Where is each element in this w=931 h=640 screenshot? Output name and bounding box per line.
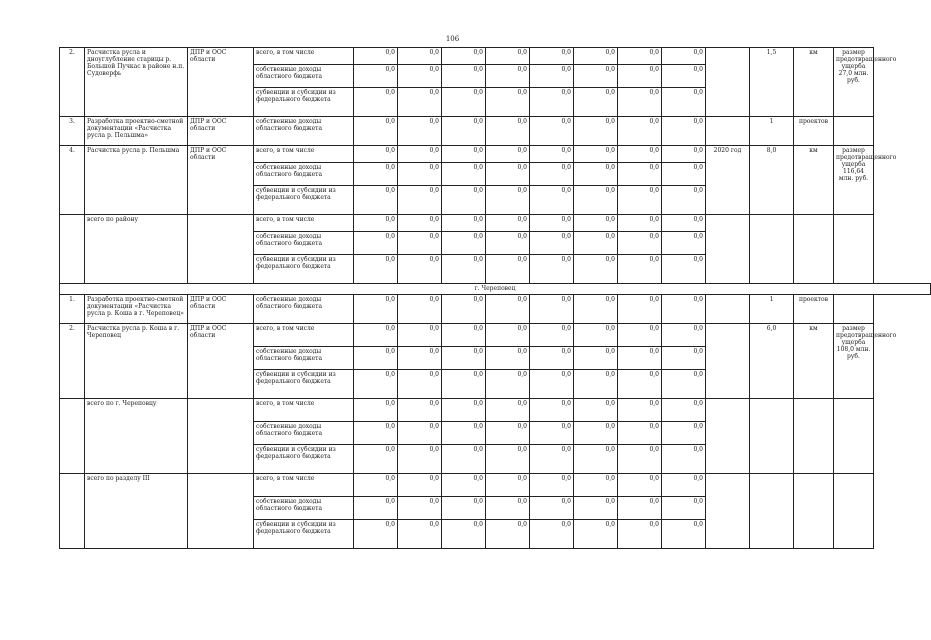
value-cell: 0,0 bbox=[574, 474, 618, 497]
value-cell: 0,0 bbox=[574, 163, 618, 186]
unit: проектов bbox=[794, 295, 834, 324]
value-cell: 0,0 bbox=[442, 186, 486, 215]
value-cell: 0,0 bbox=[442, 146, 486, 163]
value-cell: 0,0 bbox=[486, 347, 530, 370]
value-cell: 0,0 bbox=[574, 520, 618, 549]
funding-label: собственные доходы областного бюджета bbox=[254, 117, 354, 146]
value-cell: 0,0 bbox=[398, 117, 442, 146]
funding-label: субвенции и субсидии из федерального бюджета bbox=[254, 520, 354, 549]
value-cell: 0,0 bbox=[662, 422, 706, 445]
value-cell: 0,0 bbox=[354, 117, 398, 146]
value-cell: 0,0 bbox=[662, 474, 706, 497]
table-row bbox=[60, 117, 931, 146]
value-cell: 0,0 bbox=[574, 117, 618, 146]
value-cell: 0,0 bbox=[354, 232, 398, 255]
value-cell: 0,0 bbox=[398, 255, 442, 284]
value-cell: 0,0 bbox=[618, 146, 662, 163]
executor: ДПР и ООС области bbox=[188, 295, 254, 324]
value-cell: 0,0 bbox=[618, 232, 662, 255]
value-cell: 0,0 bbox=[662, 370, 706, 399]
funding-label: собственные доходы областного бюджета bbox=[254, 497, 354, 520]
value-cell: 0,0 bbox=[398, 163, 442, 186]
year-cell bbox=[706, 48, 750, 117]
value-cell: 0,0 bbox=[530, 232, 574, 255]
year-cell bbox=[706, 117, 750, 146]
value-cell: 0,0 bbox=[618, 445, 662, 474]
value-cell: 0,0 bbox=[618, 422, 662, 445]
year-cell bbox=[706, 324, 750, 399]
value-cell: 0,0 bbox=[618, 215, 662, 232]
value-cell: 0,0 bbox=[574, 347, 618, 370]
value-cell: 0,0 bbox=[530, 255, 574, 284]
value-cell: 0,0 bbox=[354, 295, 398, 324]
value-cell: 0,0 bbox=[398, 324, 442, 347]
value-cell: 0,0 bbox=[398, 445, 442, 474]
measure-name: всего по разделу III bbox=[85, 474, 188, 549]
row-number bbox=[60, 399, 85, 474]
value-cell: 0,0 bbox=[398, 370, 442, 399]
result: размер предотвращенного ущерба 108,0 млн. руб. bbox=[834, 324, 874, 399]
measure-name: Разработка проектно-сметной документации «Расчистка русла р. Пельшма» bbox=[85, 117, 188, 146]
value-cell: 0,0 bbox=[398, 215, 442, 232]
funding-label: субвенции и субсидии из федерального бюджета bbox=[254, 255, 354, 284]
value-cell: 0,0 bbox=[662, 146, 706, 163]
value-cell: 0,0 bbox=[486, 163, 530, 186]
funding-label: субвенции и субсидии из федерального бюджета bbox=[254, 88, 354, 117]
value-cell: 0,0 bbox=[354, 65, 398, 88]
value-cell: 0,0 bbox=[530, 65, 574, 88]
year-cell bbox=[706, 399, 750, 474]
year-cell: 2020 год bbox=[706, 146, 750, 215]
value-cell: 0,0 bbox=[662, 186, 706, 215]
value-cell: 0,0 bbox=[442, 370, 486, 399]
value-cell: 0,0 bbox=[486, 146, 530, 163]
measures-table bbox=[59, 47, 931, 549]
value-cell: 0,0 bbox=[486, 186, 530, 215]
unit: км bbox=[794, 146, 834, 215]
value-cell: 0,0 bbox=[486, 215, 530, 232]
value-cell: 0,0 bbox=[574, 445, 618, 474]
result bbox=[834, 474, 874, 549]
value-cell: 0,0 bbox=[574, 497, 618, 520]
value-cell: 0,0 bbox=[618, 255, 662, 284]
value-cell: 0,0 bbox=[354, 347, 398, 370]
value-cell: 0,0 bbox=[354, 370, 398, 399]
value-cell: 0,0 bbox=[354, 422, 398, 445]
value-cell: 0,0 bbox=[486, 117, 530, 146]
value-cell: 0,0 bbox=[398, 186, 442, 215]
quantity: 1 bbox=[750, 117, 794, 146]
value-cell: 0,0 bbox=[486, 399, 530, 422]
year-cell bbox=[706, 215, 750, 284]
value-cell: 0,0 bbox=[662, 232, 706, 255]
value-cell: 0,0 bbox=[442, 232, 486, 255]
value-cell: 0,0 bbox=[618, 399, 662, 422]
table-row bbox=[60, 474, 931, 497]
page-number: 106 bbox=[445, 35, 460, 43]
value-cell: 0,0 bbox=[530, 445, 574, 474]
value-cell: 0,0 bbox=[530, 146, 574, 163]
value-cell: 0,0 bbox=[574, 65, 618, 88]
value-cell: 0,0 bbox=[530, 88, 574, 117]
funding-label: всего, в том числе bbox=[254, 215, 354, 232]
value-cell: 0,0 bbox=[618, 347, 662, 370]
value-cell: 0,0 bbox=[354, 324, 398, 347]
funding-label: всего, в том числе bbox=[254, 324, 354, 347]
value-cell: 0,0 bbox=[530, 117, 574, 146]
value-cell: 0,0 bbox=[662, 324, 706, 347]
value-cell: 0,0 bbox=[530, 520, 574, 549]
value-cell: 0,0 bbox=[574, 422, 618, 445]
value-cell: 0,0 bbox=[574, 186, 618, 215]
value-cell: 0,0 bbox=[442, 445, 486, 474]
row-number: 1. bbox=[60, 295, 85, 324]
section-title: г. Череповец bbox=[60, 284, 931, 295]
value-cell: 0,0 bbox=[662, 399, 706, 422]
value-cell: 0,0 bbox=[354, 474, 398, 497]
unit bbox=[794, 399, 834, 474]
quantity bbox=[750, 399, 794, 474]
value-cell: 0,0 bbox=[574, 48, 618, 65]
value-cell: 0,0 bbox=[662, 347, 706, 370]
value-cell: 0,0 bbox=[442, 215, 486, 232]
value-cell: 0,0 bbox=[530, 399, 574, 422]
value-cell: 0,0 bbox=[398, 295, 442, 324]
value-cell: 0,0 bbox=[574, 295, 618, 324]
funding-label: всего, в том числе bbox=[254, 399, 354, 422]
value-cell: 0,0 bbox=[618, 186, 662, 215]
value-cell: 0,0 bbox=[618, 474, 662, 497]
row-number: 4. bbox=[60, 146, 85, 215]
value-cell: 0,0 bbox=[530, 474, 574, 497]
value-cell: 0,0 bbox=[486, 48, 530, 65]
value-cell: 0,0 bbox=[662, 295, 706, 324]
funding-label: собственные доходы областного бюджета bbox=[254, 422, 354, 445]
value-cell: 0,0 bbox=[662, 215, 706, 232]
value-cell: 0,0 bbox=[354, 255, 398, 284]
value-cell: 0,0 bbox=[398, 347, 442, 370]
value-cell: 0,0 bbox=[574, 255, 618, 284]
value-cell: 0,0 bbox=[486, 445, 530, 474]
value-cell: 0,0 bbox=[354, 186, 398, 215]
funding-label: собственные доходы областного бюджета bbox=[254, 347, 354, 370]
value-cell: 0,0 bbox=[574, 232, 618, 255]
value-cell: 0,0 bbox=[398, 232, 442, 255]
value-cell: 0,0 bbox=[486, 474, 530, 497]
funding-label: субвенции и субсидии из федерального бюджета bbox=[254, 445, 354, 474]
value-cell: 0,0 bbox=[530, 370, 574, 399]
value-cell: 0,0 bbox=[486, 255, 530, 284]
value-cell: 0,0 bbox=[442, 347, 486, 370]
value-cell: 0,0 bbox=[662, 255, 706, 284]
table-row bbox=[60, 215, 931, 232]
value-cell: 0,0 bbox=[530, 422, 574, 445]
value-cell: 0,0 bbox=[618, 497, 662, 520]
row-number bbox=[60, 215, 85, 284]
value-cell: 0,0 bbox=[530, 48, 574, 65]
result bbox=[834, 399, 874, 474]
unit bbox=[794, 474, 834, 549]
value-cell: 0,0 bbox=[442, 295, 486, 324]
value-cell: 0,0 bbox=[530, 324, 574, 347]
value-cell: 0,0 bbox=[662, 88, 706, 117]
value-cell: 0,0 bbox=[574, 324, 618, 347]
row-number: 2. bbox=[60, 48, 85, 117]
value-cell: 0,0 bbox=[662, 65, 706, 88]
funding-label: собственные доходы областного бюджета bbox=[254, 295, 354, 324]
value-cell: 0,0 bbox=[530, 163, 574, 186]
value-cell: 0,0 bbox=[530, 186, 574, 215]
value-cell: 0,0 bbox=[530, 347, 574, 370]
value-cell: 0,0 bbox=[486, 232, 530, 255]
funding-label: собственные доходы областного бюджета bbox=[254, 232, 354, 255]
unit: км bbox=[794, 324, 834, 399]
value-cell: 0,0 bbox=[442, 163, 486, 186]
value-cell: 0,0 bbox=[486, 520, 530, 549]
value-cell: 0,0 bbox=[486, 370, 530, 399]
value-cell: 0,0 bbox=[618, 88, 662, 117]
measure-name: Расчистка русла и дноуглубление старицы р. Большой Пучкас в районе н.п. Судоверфь bbox=[85, 48, 188, 117]
value-cell: 0,0 bbox=[618, 520, 662, 549]
value-cell: 0,0 bbox=[442, 520, 486, 549]
value-cell: 0,0 bbox=[442, 422, 486, 445]
value-cell: 0,0 bbox=[398, 48, 442, 65]
value-cell: 0,0 bbox=[354, 88, 398, 117]
value-cell: 0,0 bbox=[442, 88, 486, 117]
quantity: 6,0 bbox=[750, 324, 794, 399]
value-cell: 0,0 bbox=[398, 146, 442, 163]
executor bbox=[188, 215, 254, 284]
executor: ДПР и ООС области bbox=[188, 324, 254, 399]
value-cell: 0,0 bbox=[442, 48, 486, 65]
value-cell: 0,0 bbox=[354, 399, 398, 422]
quantity: 1 bbox=[750, 295, 794, 324]
value-cell: 0,0 bbox=[398, 65, 442, 88]
unit bbox=[794, 215, 834, 284]
executor: ДПР и ООС области bbox=[188, 117, 254, 146]
value-cell: 0,0 bbox=[618, 65, 662, 88]
table-row bbox=[60, 48, 931, 65]
funding-label: субвенции и субсидии из федерального бюджета bbox=[254, 370, 354, 399]
value-cell: 0,0 bbox=[398, 497, 442, 520]
funding-label: всего, в том числе bbox=[254, 474, 354, 497]
value-cell: 0,0 bbox=[618, 163, 662, 186]
value-cell: 0,0 bbox=[354, 163, 398, 186]
value-cell: 0,0 bbox=[486, 324, 530, 347]
measure-name: Разработка проектно-сметной документации «Расчистка русла р. Коша в г. Череповец» bbox=[85, 295, 188, 324]
value-cell: 0,0 bbox=[662, 445, 706, 474]
value-cell: 0,0 bbox=[442, 399, 486, 422]
row-number: 3. bbox=[60, 117, 85, 146]
value-cell: 0,0 bbox=[354, 497, 398, 520]
value-cell: 0,0 bbox=[486, 65, 530, 88]
result bbox=[834, 117, 874, 146]
year-cell bbox=[706, 295, 750, 324]
table-row bbox=[60, 399, 931, 422]
funding-label: субвенции и субсидии из федерального бюджета bbox=[254, 186, 354, 215]
value-cell: 0,0 bbox=[442, 324, 486, 347]
value-cell: 0,0 bbox=[530, 295, 574, 324]
value-cell: 0,0 bbox=[398, 474, 442, 497]
value-cell: 0,0 bbox=[662, 163, 706, 186]
value-cell: 0,0 bbox=[354, 520, 398, 549]
value-cell: 0,0 bbox=[618, 324, 662, 347]
value-cell: 0,0 bbox=[486, 295, 530, 324]
result: размер предотвращенного ущерба 116,64 млн. руб. bbox=[834, 146, 874, 215]
measure-name: всего по району bbox=[85, 215, 188, 284]
value-cell: 0,0 bbox=[486, 422, 530, 445]
table-row bbox=[60, 146, 931, 163]
value-cell: 0,0 bbox=[442, 117, 486, 146]
measure-name: Расчистка русла р. Пельшма bbox=[85, 146, 188, 215]
quantity bbox=[750, 474, 794, 549]
executor: ДПР и ООС области bbox=[188, 48, 254, 117]
row-number bbox=[60, 474, 85, 549]
value-cell: 0,0 bbox=[398, 399, 442, 422]
value-cell: 0,0 bbox=[398, 520, 442, 549]
quantity: 1,5 bbox=[750, 48, 794, 117]
value-cell: 0,0 bbox=[442, 497, 486, 520]
value-cell: 0,0 bbox=[618, 295, 662, 324]
funding-label: всего, в том числе bbox=[254, 48, 354, 65]
value-cell: 0,0 bbox=[354, 215, 398, 232]
table-row bbox=[60, 295, 931, 324]
value-cell: 0,0 bbox=[530, 215, 574, 232]
result bbox=[834, 295, 874, 324]
unit: проектов bbox=[794, 117, 834, 146]
value-cell: 0,0 bbox=[662, 497, 706, 520]
value-cell: 0,0 bbox=[354, 445, 398, 474]
value-cell: 0,0 bbox=[662, 520, 706, 549]
executor: ДПР и ООС области bbox=[188, 146, 254, 215]
executor bbox=[188, 399, 254, 474]
value-cell: 0,0 bbox=[618, 117, 662, 146]
result: размер предотвращенного ущерба 27,0 млн. руб. bbox=[834, 48, 874, 117]
value-cell: 0,0 bbox=[442, 65, 486, 88]
unit: км bbox=[794, 48, 834, 117]
value-cell: 0,0 bbox=[398, 422, 442, 445]
table-row bbox=[60, 324, 931, 347]
year-cell bbox=[706, 474, 750, 549]
value-cell: 0,0 bbox=[662, 48, 706, 65]
value-cell: 0,0 bbox=[574, 215, 618, 232]
value-cell: 0,0 bbox=[662, 117, 706, 146]
value-cell: 0,0 bbox=[398, 88, 442, 117]
measure-name: всего по г. Череповцу bbox=[85, 399, 188, 474]
funding-label: собственные доходы областного бюджета bbox=[254, 65, 354, 88]
value-cell: 0,0 bbox=[442, 474, 486, 497]
value-cell: 0,0 bbox=[486, 497, 530, 520]
funding-label: собственные доходы областного бюджета bbox=[254, 163, 354, 186]
executor bbox=[188, 474, 254, 549]
value-cell: 0,0 bbox=[574, 88, 618, 117]
value-cell: 0,0 bbox=[442, 255, 486, 284]
value-cell: 0,0 bbox=[574, 399, 618, 422]
value-cell: 0,0 bbox=[354, 146, 398, 163]
section-header-row bbox=[60, 284, 931, 295]
measure-name: Расчистка русла р. Коша в г. Череповец bbox=[85, 324, 188, 399]
value-cell: 0,0 bbox=[354, 48, 398, 65]
quantity: 8,0 bbox=[750, 146, 794, 215]
value-cell: 0,0 bbox=[486, 88, 530, 117]
value-cell: 0,0 bbox=[574, 146, 618, 163]
value-cell: 0,0 bbox=[618, 370, 662, 399]
value-cell: 0,0 bbox=[574, 370, 618, 399]
funding-label: всего, в том числе bbox=[254, 146, 354, 163]
value-cell: 0,0 bbox=[530, 497, 574, 520]
value-cell: 0,0 bbox=[618, 48, 662, 65]
row-number: 2. bbox=[60, 324, 85, 399]
result bbox=[834, 215, 874, 284]
quantity bbox=[750, 215, 794, 284]
